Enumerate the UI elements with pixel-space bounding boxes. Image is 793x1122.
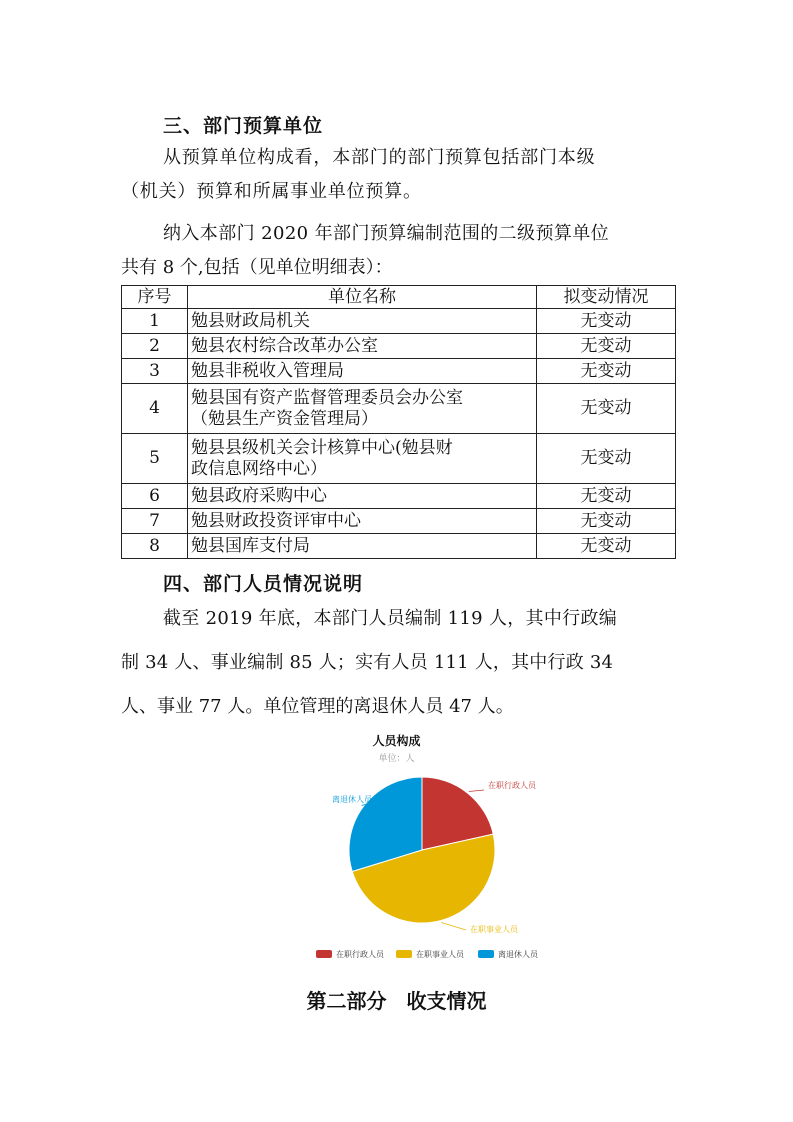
row-status: 无变动 bbox=[537, 484, 676, 509]
pie-leader-line bbox=[441, 923, 466, 930]
section3-heading: 三、部门预算单位 bbox=[163, 115, 324, 137]
pie-slice-label: 在职行政人员 bbox=[488, 781, 536, 790]
row-unit-name: 勉县农村综合改革办公室 bbox=[188, 334, 537, 359]
row-unit-name-line1: 勉县国有资产监督管理委员会办公室 bbox=[191, 387, 463, 408]
row-status: 无变动 bbox=[537, 334, 676, 359]
row-unit-name: 勉县国库支付局 bbox=[188, 534, 537, 559]
chart-title: 人员构成 bbox=[372, 734, 421, 748]
legend-label[interactable]: 在职行政人员 bbox=[336, 950, 384, 959]
row-status: 无变动 bbox=[537, 384, 676, 434]
row-index: 4 bbox=[122, 384, 188, 434]
section3-para1-line1: 从预算单位构成看，本部门的部门预算包括部门本级 bbox=[163, 147, 596, 168]
section4-line3: 人、事业 77 人。单位管理的离退休人员 47 人。 bbox=[121, 696, 514, 717]
row-index: 2 bbox=[122, 334, 188, 359]
section3-para2-line2: 共有 8 个,包括（见单位明细表）： bbox=[121, 257, 393, 278]
pie-leader-line bbox=[469, 790, 484, 791]
legend-swatch[interactable] bbox=[316, 950, 332, 958]
legend-label[interactable]: 在职事业人员 bbox=[416, 950, 464, 959]
row-unit-name-line1: 勉县县级机关会计核算中心(勉县财 bbox=[191, 437, 453, 458]
row-unit-name-line2: （勉县生产资金管理局） bbox=[191, 408, 378, 429]
row-unit-name: 勉县财政局机关 bbox=[188, 309, 537, 334]
row-unit-name-line2: 政信息网络中心） bbox=[191, 458, 327, 479]
legend-swatch[interactable] bbox=[396, 950, 412, 958]
row-status: 无变动 bbox=[537, 359, 676, 384]
part2-title: 第二部分 收支情况 bbox=[306, 989, 487, 1013]
row-unit-name: 勉县财政投资评审中心 bbox=[188, 509, 537, 534]
chart-subtitle: 单位：人 bbox=[378, 754, 415, 764]
row-index: 8 bbox=[122, 534, 188, 559]
header-unit-name: 单位名称 bbox=[188, 286, 537, 309]
header-change-status: 拟变动情况 bbox=[537, 286, 676, 309]
section3-para2-line1: 纳入本部门 2020 年部门预算编制范围的二级预算单位 bbox=[163, 223, 610, 244]
row-status: 无变动 bbox=[537, 534, 676, 559]
row-index: 1 bbox=[122, 309, 188, 334]
row-status: 无变动 bbox=[537, 509, 676, 534]
section4-line1: 截至 2019 年底，本部门人员编制 119 人，其中行政编 bbox=[163, 608, 618, 629]
legend-swatch[interactable] bbox=[478, 950, 494, 958]
section4-heading: 四、部门人员情况说明 bbox=[163, 573, 364, 595]
row-unit-name: 勉县政府采购中心 bbox=[188, 484, 537, 509]
header-index: 序号 bbox=[122, 286, 188, 309]
row-status: 无变动 bbox=[537, 434, 676, 484]
row-index: 3 bbox=[122, 359, 188, 384]
section4-line2: 制 34 人、事业编制 85 人；实有人员 111 人，其中行政 34 bbox=[121, 652, 614, 673]
legend-label[interactable]: 离退休人员 bbox=[498, 950, 538, 959]
row-index: 7 bbox=[122, 509, 188, 534]
row-index: 5 bbox=[122, 434, 188, 484]
section3-para1-line2: （机关）预算和所属事业单位预算。 bbox=[121, 181, 422, 202]
row-status: 无变动 bbox=[537, 309, 676, 334]
row-unit-name: 勉县非税收入管理局 bbox=[188, 359, 537, 384]
row-index: 6 bbox=[122, 484, 188, 509]
pie-slice-label: 离退休人员 bbox=[332, 795, 372, 804]
pie-slice-label: 在职事业人员 bbox=[470, 925, 518, 934]
